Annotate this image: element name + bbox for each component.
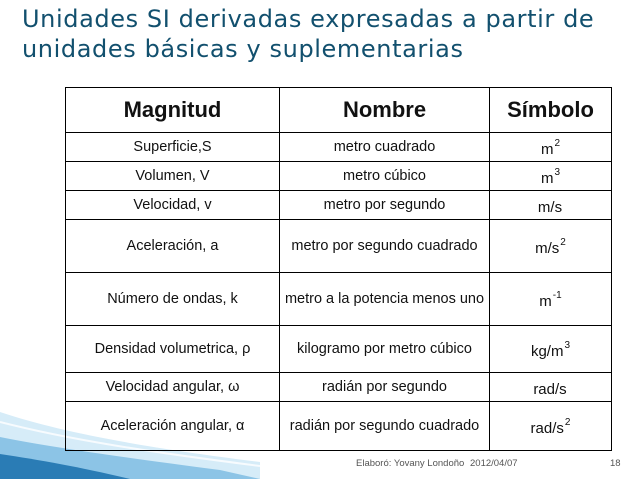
- cell-nombre: metro cúbico: [280, 162, 490, 191]
- cell-simbolo: [490, 133, 612, 162]
- header-magnitud: Magnitud: [66, 88, 280, 133]
- symbol-base: m: [539, 293, 552, 310]
- cell-magnitud: Aceleración angular, α: [66, 402, 280, 451]
- footer-date: 2012/04/07: [470, 458, 518, 469]
- symbol-base: m: [540, 170, 554, 187]
- symbol-exponent: 2: [554, 138, 561, 149]
- cell-magnitud: Velocidad, v: [66, 191, 280, 220]
- table-row: [66, 402, 612, 451]
- cell-magnitud: Superficie,S: [66, 133, 280, 162]
- table-row: [66, 220, 612, 273]
- page-number: 18: [610, 458, 621, 469]
- cell-nombre: kilogramo por metro cúbico: [280, 326, 490, 373]
- symbol-exponent: 2: [564, 417, 571, 428]
- table-row: [66, 373, 612, 402]
- table-row: [66, 273, 612, 326]
- header-nombre: Nombre: [280, 88, 490, 133]
- symbol-base: m/s: [535, 240, 560, 257]
- cell-magnitud: Aceleración, a: [66, 220, 280, 273]
- symbol-exponent: 2: [560, 237, 566, 248]
- symbol-base: rad/s: [530, 420, 564, 437]
- symbol-base: kg/m: [530, 343, 564, 360]
- symbol-exponent: -1: [552, 290, 562, 301]
- cell-nombre: radián por segundo: [280, 373, 490, 402]
- header-simbolo: Símbolo: [490, 88, 612, 133]
- symbol-exponent: 3: [564, 340, 571, 351]
- cell-nombre: metro cuadrado: [280, 133, 490, 162]
- symbol-base: m: [540, 141, 554, 158]
- table-row: [66, 191, 612, 220]
- cell-nombre: radián por segundo cuadrado: [280, 402, 490, 451]
- cell-simbolo: [490, 220, 612, 273]
- slide-title: Unidades SI derivadas expresadas a partir de unidades básicas y suplementarias: [22, 5, 595, 63]
- cell-magnitud: Número de ondas, k: [66, 273, 280, 326]
- symbol-base: rad/s: [533, 381, 567, 398]
- cell-nombre: metro a la potencia menos uno: [280, 273, 490, 326]
- cell-nombre: metro por segundo: [280, 191, 490, 220]
- si-derived-units-table: [65, 87, 612, 451]
- table-header-row: [66, 88, 612, 133]
- cell-simbolo: [490, 162, 612, 191]
- cell-simbolo: [490, 326, 612, 373]
- cell-simbolo: [490, 373, 612, 402]
- cell-nombre: metro por segundo cuadrado: [280, 220, 490, 273]
- footer-author: Elaboró: Yovany Londoño: [356, 458, 465, 469]
- cell-simbolo: [490, 273, 612, 326]
- symbol-exponent: 3: [554, 167, 561, 178]
- table-row: [66, 133, 612, 162]
- symbol-base: m/s: [537, 199, 563, 216]
- table-row: [66, 162, 612, 191]
- cell-magnitud: Volumen, V: [66, 162, 280, 191]
- cell-magnitud: Densidad volumetrica, ρ: [66, 326, 280, 373]
- cell-simbolo: [490, 402, 612, 451]
- table-row: [66, 326, 612, 373]
- cell-simbolo: [490, 191, 612, 220]
- cell-magnitud: Velocidad angular, ω: [66, 373, 280, 402]
